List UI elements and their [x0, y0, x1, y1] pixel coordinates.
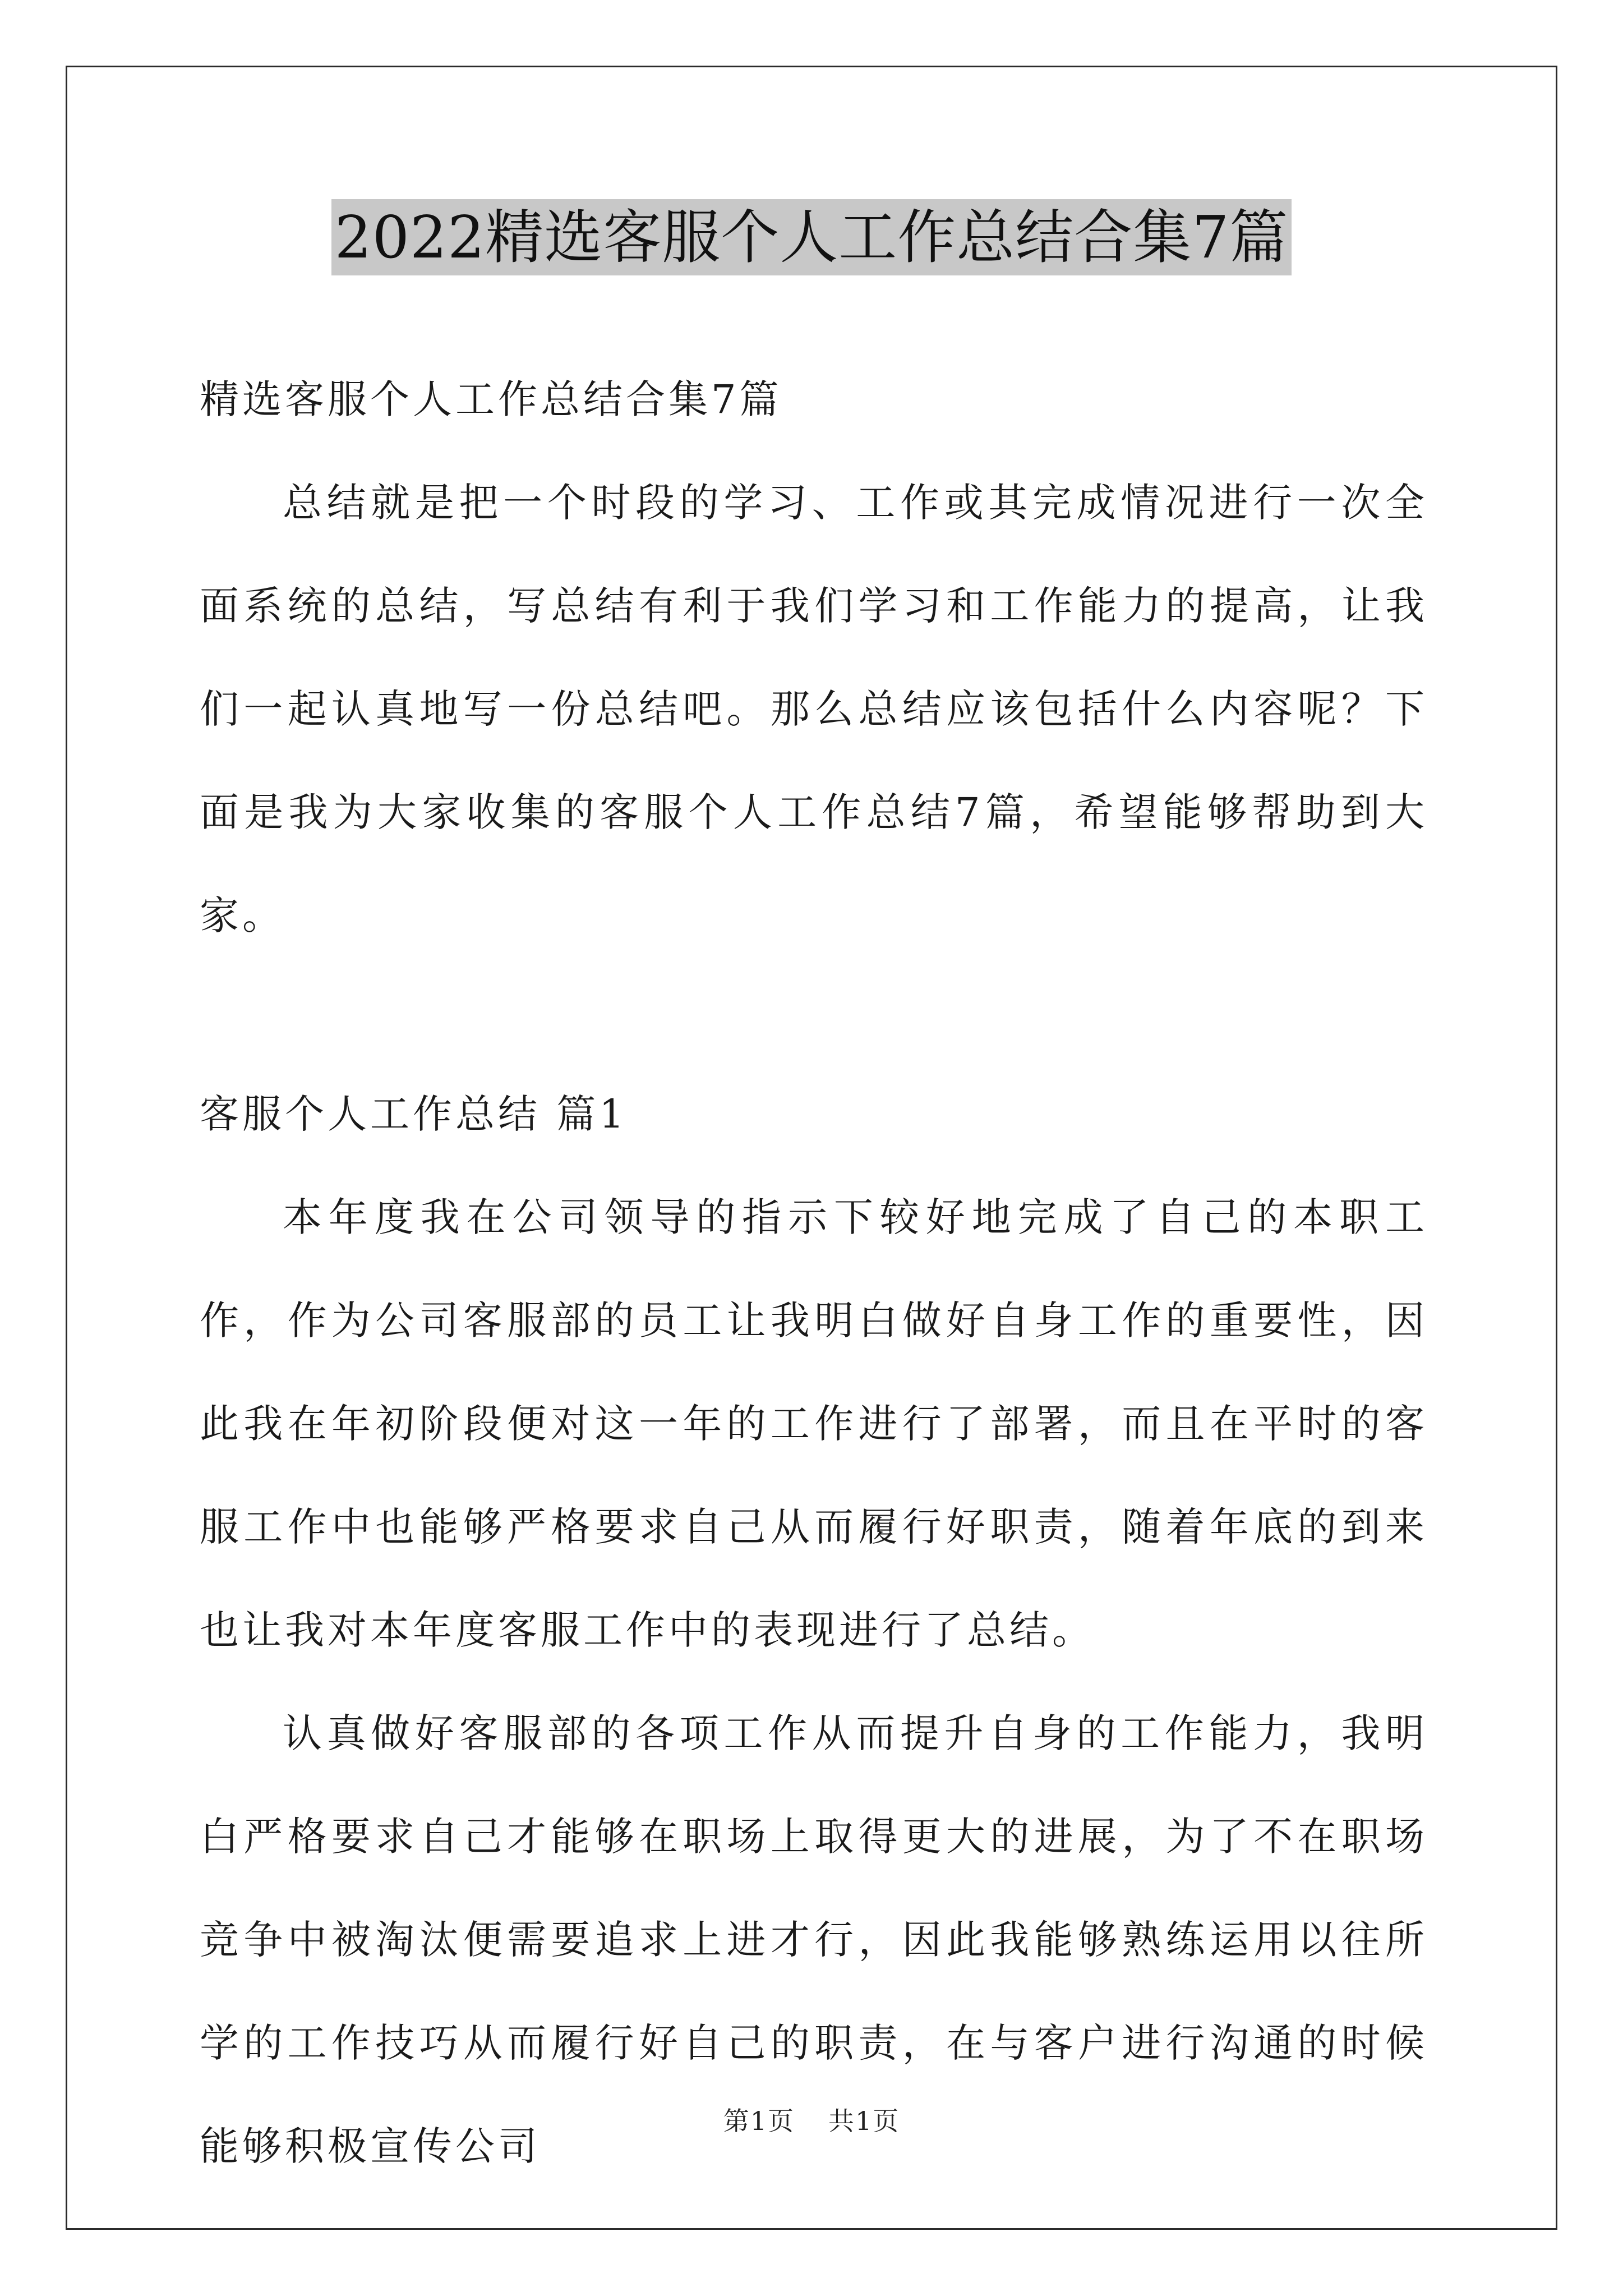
document-body [200, 348, 1428, 2198]
body-paragraph: 认真做好客服部的各项工作从而提升自身的工作能力，我明白严格要求自己才能够在职场上取得更大的进展，为了不在职场竞争中被淘汰便需要追求上进才行，因此我能够熟练运用以往所学的工作技巧从而履行好自己的职责，在与客户进行沟通的时候能够积极宣传公司 [200, 1710, 1428, 2169]
page-number-current: 第1页 [723, 2106, 795, 2136]
document-subtitle: 精选客服个人工作总结合集7篇 [200, 376, 782, 422]
section-heading: 客服个人工作总结 篇1 [200, 1091, 628, 1137]
intro-paragraph: 总结就是把一个时段的学习、工作或其完成情况进行一次全面系统的总结，写总结有利于我们学习和工作能力的提高，让我们一起认真地写一份总结吧。那么总结应该包括什么内容呢？下面是我为大家收集的客服个人工作总结7篇，希望能够帮助到大家。 [200, 480, 1428, 938]
document-title: 2022精选客服个人工作总结合集7篇 [331, 199, 1292, 275]
title-container [0, 199, 1623, 275]
section-gap [200, 967, 1428, 1062]
body-paragraph: 本年度我在公司领导的指示下较好地完成了自己的本职工作，作为公司客服部的员工让我明白做好自身工作的重要性，因此我在年初阶段便对这一年的工作进行了部署，而且在平时的客服工作中也能够严格要求自己从而履行好职责，随着年底的到来也让我对本年度客服工作中的表现进行了总结。 [200, 1194, 1428, 1653]
page-number-total: 共1页 [828, 2106, 900, 2136]
page-footer [0, 2101, 1623, 2138]
